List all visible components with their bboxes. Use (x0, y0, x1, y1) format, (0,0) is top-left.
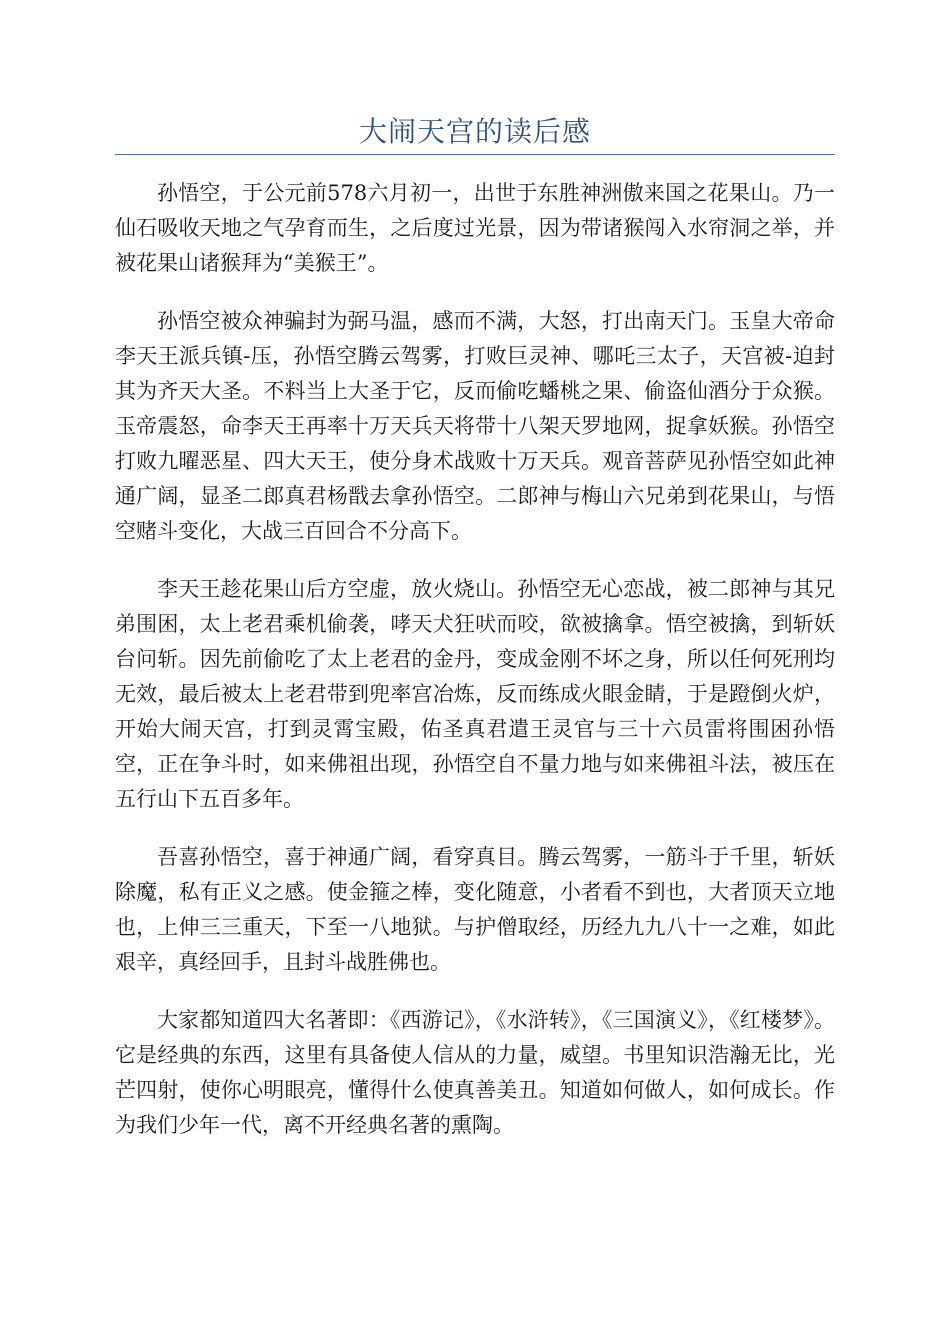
document-body (115, 176, 835, 1166)
paragraph-2: 孙悟空被众神骗封为弼马温，感而不满，大怒，打出南天门。玉皇大帝命李天王派兵镇-压，孙悟空腾云驾雾，打败巨灵神、哪吒三太子，天宫被-迫封其为齐天大圣。不料当上大圣于它，反而偷吃蟠桃之果、偷盗仙酒分于众猴。玉帝震怒，命李天王再率十万天兵天将带十八架天罗地网，捉拿妖猴。孙悟空打败九曜恶星、四大天王，使分身术战败十万天兵。观音菩萨见孙悟空如此神通广阔，显圣二郎真君杨戬去拿孙悟空。二郎神与梅山六兄弟到花果山，与悟空赌斗变化，大战三百回合不分高下。 (115, 309, 835, 543)
document-title: 大闹天宫的读后感 (358, 115, 591, 148)
paragraph-4: 吾喜孙悟空，喜于神通广阔，看穿真目。腾云驾雾，一筋斗于千里，斩妖除魔，私有正义之感。使金箍之棒，变化随意，小者看不到也，大者顶天立地也，上伸三三重天，下至一八地狱。与护僧取经，历经九九八十一之难，如此艰辛，真经回手，且封斗战胜佛也。 (115, 845, 835, 974)
paragraph-5: 大家都知道四大名著即：《西游记》，《水浒转》，《三国演义》，《红楼梦》。它是经典的东西，这里有具备使人信从的力量，威望。书里知识浩瀚无比，光芒四射，使你心明眼亮，懂得什么使真善美丑。知道如何做人，如何成长。作为我们少年一代，离不开经典名著的熏陶。 (115, 1008, 835, 1137)
title-underline (115, 154, 835, 155)
paragraph-3: 李天王趁花果山后方空虚，放火烧山。孙悟空无心恋战，被二郎神与其兄弟围困，太上老君乘机偷袭，哮天犬狂吠而咬，欲被擒拿。悟空被擒，到斩妖台问斩。因先前偷吃了太上老君的金丹，变成金刚不坏之身，所以任何死刑均无效，最后被太上老君带到兜率宫冶炼，反而练成火眼金睛，于是蹬倒火炉，开始大闹天宫，打到灵霄宝殿，佑圣真君遣王灵官与三十六员雷将围困孙悟空，正在争斗时，如来佛祖出现，孙悟空自不量力地与如来佛祖斗法，被压在五行山下五百多年。 (115, 577, 835, 811)
paragraph-1: 孙悟空，于公元前578六月初一，出世于东胜神洲傲来国之花果山。乃一仙石吸收天地之气孕育而生，之后度过光景，因为带诸猴闯入水帘洞之举，并被花果山诸猴拜为“美猴王”。 (115, 181, 835, 275)
